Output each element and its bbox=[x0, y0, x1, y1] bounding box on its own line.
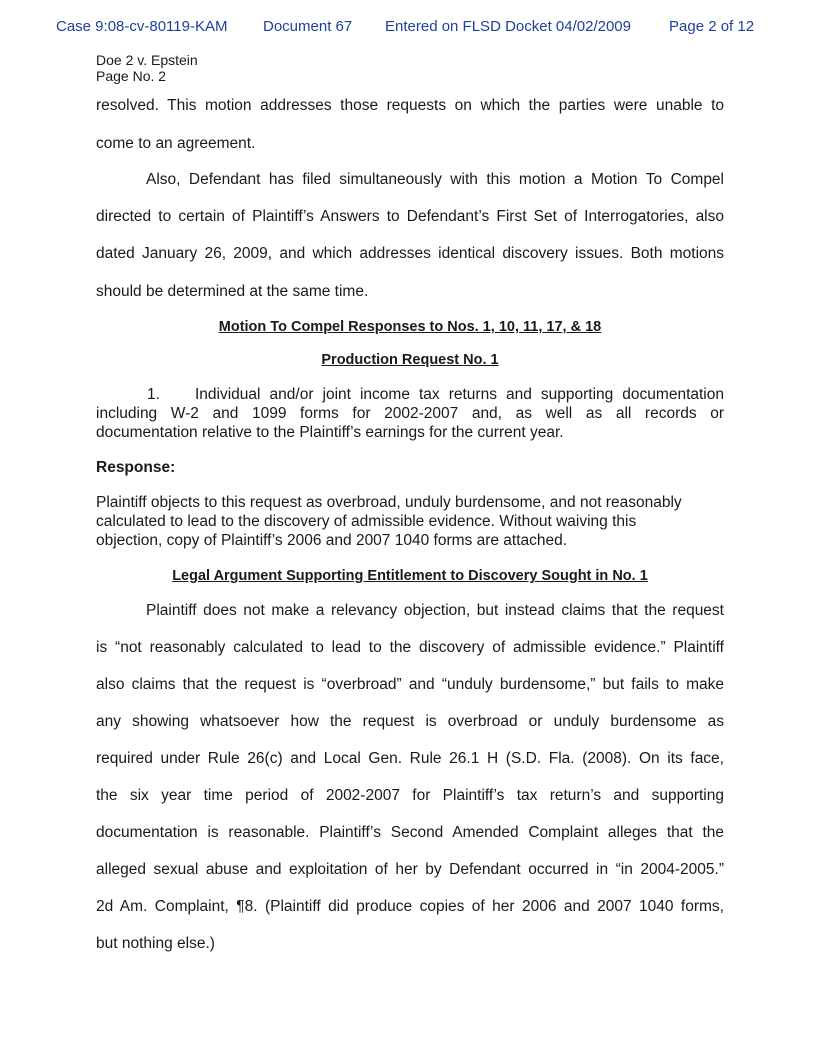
page-number: Page No. 2 bbox=[96, 68, 167, 84]
body-line: resolved. This motion addresses those requests on which the parties were unable to bbox=[96, 97, 724, 114]
body-line: should be determined at the same time. bbox=[96, 283, 369, 300]
docket-entry: Entered on FLSD Docket 04/02/2009 bbox=[385, 18, 631, 35]
request-text: Individual and/or joint income tax returns and supporting documentation bbox=[195, 386, 724, 403]
case-name: Doe 2 v. Epstein bbox=[96, 52, 198, 68]
argument-line: Plaintiff does not make a relevancy objection, but instead claims that the request bbox=[146, 602, 724, 619]
body-line: dated January 26, 2009, and which addresses identical discovery issues. Both motions bbox=[96, 245, 724, 262]
response-line: objection, copy of Plaintiff’s 2006 and 2007 1040 forms are attached. bbox=[96, 532, 568, 549]
argument-line: is “not reasonably calculated to lead to the discovery of admissible evidence.” Plaintiff bbox=[96, 639, 724, 656]
body-line: Also, Defendant has filed simultaneously with this motion a Motion To Compel bbox=[146, 171, 724, 188]
section-heading: Legal Argument Supporting Entitlement to Discovery Sought in No. 1 bbox=[172, 568, 648, 584]
request-line: documentation relative to the Plaintiff’s earnings for the current year. bbox=[96, 424, 564, 441]
page-count: Page 2 of 12 bbox=[669, 18, 755, 35]
request-number: 1. bbox=[147, 386, 160, 403]
body-line: come to an agreement. bbox=[96, 135, 256, 152]
argument-line: the six year time period of 2002-2007 for Plaintiff’s tax return’s and supporting bbox=[96, 787, 724, 804]
argument-line: but nothing else.) bbox=[96, 935, 215, 952]
request-line bbox=[96, 386, 724, 404]
argument-line: 2d Am. Complaint, ¶8. (Plaintiff did produce copies of her 2006 and 2007 1040 forms, bbox=[96, 898, 724, 915]
argument-line: any showing whatsoever how the request is overbroad or unduly burdensome as bbox=[96, 713, 724, 730]
section-heading: Motion To Compel Responses to Nos. 1, 10, 11, 17, & 18 bbox=[218, 319, 602, 335]
document-number: Document 67 bbox=[263, 18, 353, 35]
case-number: Case 9:08-cv-80119-KAM bbox=[56, 18, 228, 35]
argument-line: alleged sexual abuse and exploitation of her by Defendant occurred in “in 2004-2005.” bbox=[96, 861, 724, 878]
subsection-heading: Production Request No. 1 bbox=[321, 352, 499, 368]
page-caption bbox=[96, 52, 198, 84]
response-line: Plaintiff objects to this request as overbroad, unduly burdensome, and not reasonably bbox=[96, 494, 682, 511]
response-label: Response: bbox=[96, 459, 176, 476]
argument-line: documentation is reasonable. Plaintiff’s Second Amended Complaint alleges that the bbox=[96, 824, 724, 841]
argument-line: also claims that the request is “overbroad” and “unduly burdensome,” but fails to make bbox=[96, 676, 724, 693]
request-line: including W-2 and 1099 forms for 2002-2007 and, as well as all records or bbox=[96, 405, 724, 422]
response-line: calculated to lead to the discovery of admissible evidence. Without waiving this bbox=[96, 513, 637, 530]
body-line: directed to certain of Plaintiff’s Answers to Defendant’s First Set of Interrogatories, also bbox=[96, 208, 724, 225]
argument-line: required under Rule 26(c) and Local Gen. Rule 26.1 H (S.D. Fla. (2008). On its face, bbox=[96, 750, 724, 767]
